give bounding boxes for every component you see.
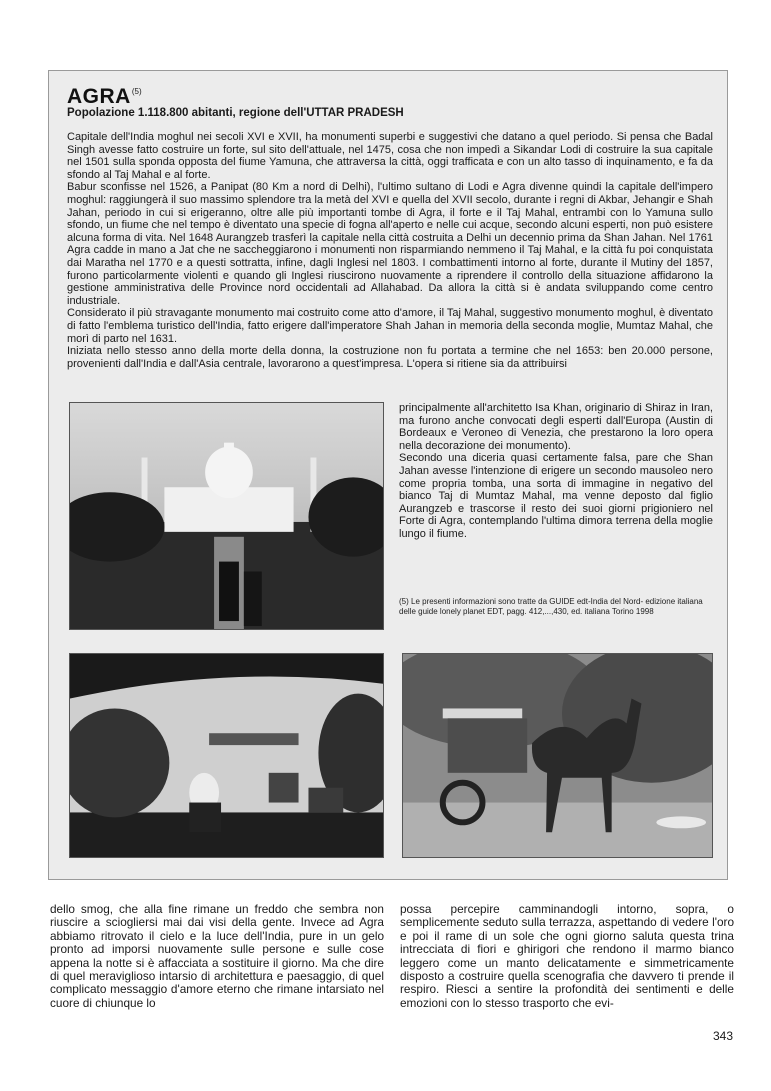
article-box	[48, 70, 728, 880]
photo-camel-cart	[402, 653, 713, 858]
page-number: 343	[712, 1029, 733, 1043]
footnote: (5) Le presenti informazioni sono tratte da GUIDE edt-India del Nord- edizione italiana delle guide lonely planet EDT, pagg. 412,...,430, ed. italiana Torino 1998	[399, 597, 703, 616]
article-paragraph: Babur sconfisse nel 1526, a Panipat (80 Km a nord di Delhi), l'ultimo sultano di Lodi e Agra divenne quindi la capitale dell'impero moghul: raggiungerà il suo massimo splendore tra la metà del XVI e quella del XVII secolo, durante i regni di Akbar, Jehangir e Shah Jahan, periodo in cui si erigeranno, oltre alle più importanti tombe di Agra, il forte e il Taj Mahal, entrambi con lo Yamuna sullo sfondo, un fiume che nel tempo è diventato una specie di fogna all'aperto e nelle cui acque, secondo alcuni esperti, non può esistere alcuna forma di vita. Nel 1648 Aurangzeb trasferì la capitale nella città costruita a Delhi un decennio prima da Shan Jahan. Nel 1761 Agra cadde in mano a Jat che ne saccheggiarono i monumenti non risparmiando nemmeno il Taj Mahal, e la città fu poi conquistata dai Maratha nel 1770 e a questi sottratta, infine, dagli Inglesi nel 1803. I combattimenti intorno al forte, durante il Mutiny del 1857, furono particolarmente violenti e quando gli Inglesi riuscirono nuovamente a riprendere il controllo della situazione affidarono la gestione amministrativa delle Province nord occidentali ad Allahabad. Da allora la città si è andata sviluppando come centro industriale.	[67, 181, 713, 307]
taj-mahal-image	[70, 403, 383, 629]
camel-cart-image	[403, 654, 712, 857]
article-subtitle: Popolazione 1.118.800 abitanti, regione dell'UTTAR PRADESH	[67, 107, 404, 119]
article-paragraph: Capitale dell'India moghul nei secoli XVI e XVII, ha monumenti superbi e suggestivi che datano a quel periodo. Si pensa che Badal Singh avesse fatto costruire un forte, sul sito dell'attuale, nel 1475, cosa che non impedì a Sikandar Lodi di costruire la sua capitale nel 1501 sulla sponda opposta del fiume Yamuna, che attraversa la città, oggi trafficata e con un alto tasso di inquinamento, e fa da sfondo al Taj Mahal e al forte.	[67, 131, 713, 181]
article-title: AGRA	[67, 85, 131, 108]
title-footnote-marker: (5)	[131, 87, 142, 96]
article-paragraph: Secondo una diceria quasi certamente falsa, pare che Shan Jahan avesse l'intenzione di erigere un secondo mausoleo nero come propria tomba, una sorta di immagine in negativo del bianco Taj di Mumtaz Mahal, ma venne deposto dal figlio Aurangzeb e trascorse il resto dei suoi giorni prigioniero nel Forte di Agra, contemplando l'ultima dimora terrena della moglie lungo il fiume.	[399, 452, 713, 540]
article-paragraph: Considerato il più stravagante monumento mai costruito come atto d'amore, il Taj Mahal, suggestivo monumento moghul, è diventato di fatto l'emblema turistico dell'India, fatto erigere dall'imperatore Shah Jahan in memoria della seconda moglie, Mumtaz Mahal, che morì di parto nel 1631.	[67, 307, 713, 345]
photo-street	[69, 653, 384, 858]
photo-taj-mahal	[69, 402, 384, 630]
article-paragraph: Iniziata nello stesso anno della morte della donna, la costruzione non fu portata a termine che nel 1653: ben 20.000 persone, provenienti dall'India e dall'Asia centrale, lavorarono a quest'impresa. L'opera si ritiene sia da attribuirsi	[67, 345, 713, 370]
column-right: possa percepire camminandogli intorno, sopra, o semplicemente seduto sulla terrazza, aspettando di vedere l'oro e poi il rame di un sole che ogni giorno saluta questa trina intrecciata di fiori e ghirigori che rendono il marmo bianco leggero come un manto delicatamente e simmetricamente disposto a costruire quella scenografia che davvero ti prende il respiro. Riesci a sentire la profondità dei sentimenti e delle emozioni con lo stesso trasporto che evi-	[400, 902, 734, 1010]
column-left: dello smog, che alla fine rimane un freddo che sembra non riuscire a sciogliersi mai dai visi della gente. Invece ad Agra abbiamo ritrovato il cielo e la luce dell'India, pure in un gelo pronto ad imporsi nuovamente sulle persone e sulle cose appena la notte si è affacciata a sostituire il giorno. Ma che dire di quel meraviglioso intarsio di architettura e paesaggio, di quel complicato messaggio d'amore eterno che rimane intarsiato nel cuore di chiunque lo	[50, 902, 384, 1010]
article-body	[67, 131, 713, 370]
article-float-column	[399, 402, 713, 541]
article-paragraph: principalmente all'architetto Isa Khan, originario di Shiraz in Iran, ma furono anche convocati degli esperti dall'Europa (Austin di Bordeaux e Veroneo di Venezia, che prestarono la loro opera nella decorazione dei monumento).	[399, 402, 713, 452]
street-image	[70, 654, 383, 857]
title-row	[67, 85, 142, 109]
